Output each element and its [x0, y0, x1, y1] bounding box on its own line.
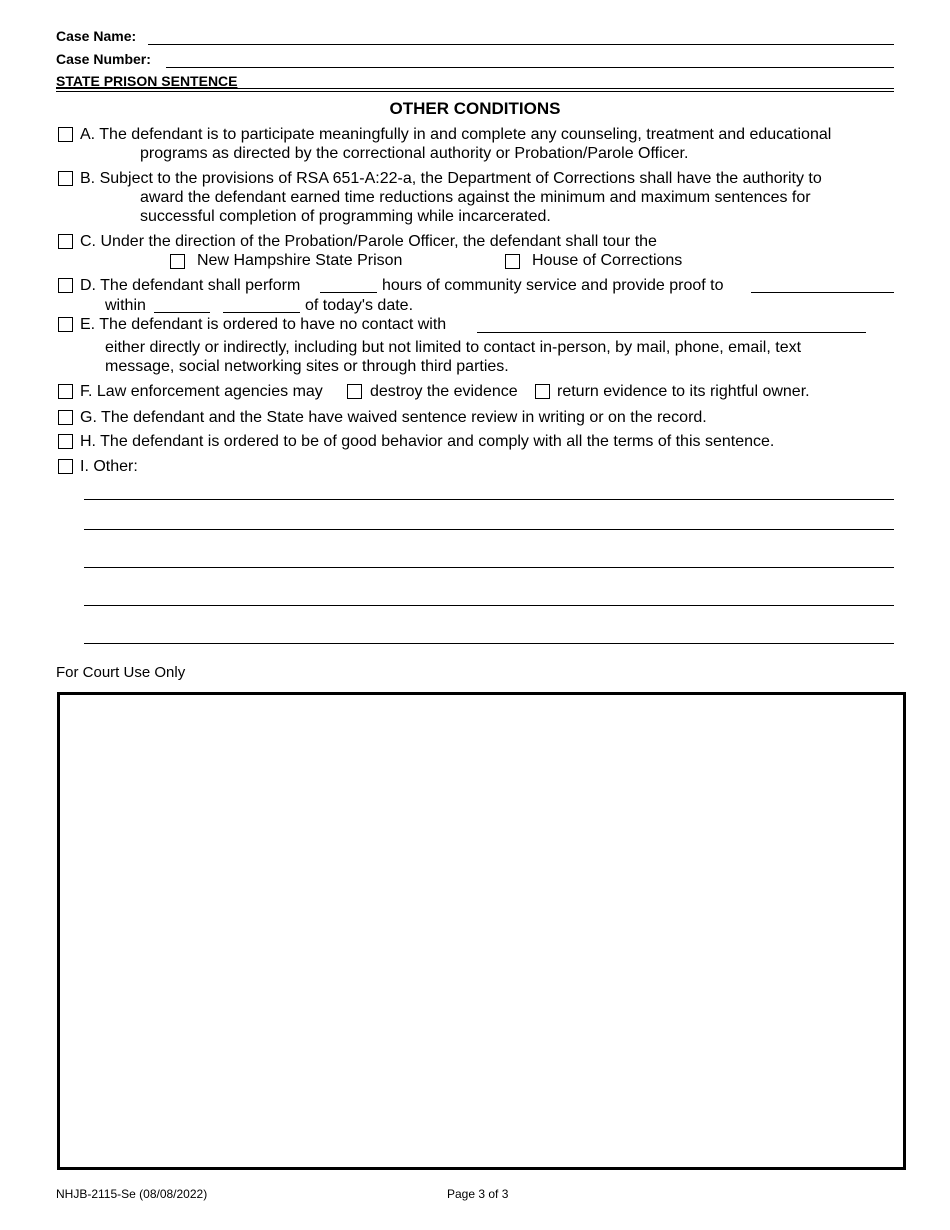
case-number-label: Case Number:: [56, 51, 151, 67]
page-number: Page 3 of 3: [447, 1187, 509, 1201]
condition-d-of-date: of today's date.: [305, 297, 414, 314]
condition-d-part1: D. The defendant shall perform: [80, 277, 301, 294]
condition-b-line3: successful completion of programming while incarcerated.: [140, 208, 551, 225]
condition-h-text: H. The defendant is ordered to be of good behavior and comply with all the terms of this sentence.: [80, 433, 775, 450]
condition-e-line1: E. The defendant is ordered to have no contact with: [80, 316, 447, 333]
court-use-box[interactable]: [57, 692, 906, 1170]
house-of-corrections-label: House of Corrections: [532, 252, 683, 269]
case-name-field[interactable]: [148, 44, 894, 45]
other-line-3[interactable]: [84, 567, 894, 568]
condition-e-line2: either directly or indirectly, including but not limited to contact in-person, by mail, phone, email, text: [105, 339, 802, 356]
other-line-1[interactable]: [84, 499, 894, 500]
condition-e-checkbox[interactable]: [58, 317, 73, 332]
other-line-2[interactable]: [84, 529, 894, 530]
condition-b-line2: award the defendant earned time reductions against the minimum and maximum sentences for: [140, 189, 811, 206]
other-line-4[interactable]: [84, 605, 894, 606]
within-unit-field[interactable]: [223, 312, 300, 313]
return-evidence-checkbox[interactable]: [535, 384, 550, 399]
nh-state-prison-label: New Hampshire State Prison: [197, 252, 403, 269]
sentence-type: STATE PRISON SENTENCE: [56, 73, 238, 89]
condition-a-line1: A. The defendant is to participate meaningfully in and complete any counseling, treatment and educational: [80, 126, 832, 143]
header-divider-bottom: [56, 91, 894, 92]
header-divider-top: [56, 88, 894, 89]
case-name-label: Case Name:: [56, 28, 137, 44]
nh-state-prison-checkbox[interactable]: [170, 254, 185, 269]
destroy-evidence-checkbox[interactable]: [347, 384, 362, 399]
condition-g-checkbox[interactable]: [58, 410, 73, 425]
within-number-field[interactable]: [154, 312, 210, 313]
community-hours-field[interactable]: [320, 292, 377, 293]
court-use-label: For Court Use Only: [56, 664, 186, 681]
condition-i-text: I. Other:: [80, 458, 138, 475]
condition-b-line1: B. Subject to the provisions of RSA 651-A:22-a, the Department of Corrections shall have the authority to: [80, 170, 822, 187]
condition-a-checkbox[interactable]: [58, 127, 73, 142]
section-title: OTHER CONDITIONS: [389, 99, 561, 118]
form-id: NHJB-2115-Se (08/08/2022): [56, 1187, 208, 1201]
condition-d-part2: hours of community service and provide proof to: [382, 277, 724, 294]
condition-f-checkbox[interactable]: [58, 384, 73, 399]
no-contact-name-field[interactable]: [477, 332, 866, 333]
condition-a-line2: programs as directed by the correctional authority or Probation/Parole Officer.: [140, 145, 689, 162]
condition-f-part1: F. Law enforcement agencies may: [80, 383, 323, 400]
condition-d-within: within: [105, 297, 146, 314]
condition-e-line3: message, social networking sites or through third parties.: [105, 358, 509, 375]
condition-d-checkbox[interactable]: [58, 278, 73, 293]
other-line-5[interactable]: [84, 643, 894, 644]
house-of-corrections-checkbox[interactable]: [505, 254, 520, 269]
condition-c-line1: C. Under the direction of the Probation/Parole Officer, the defendant shall tour the: [80, 233, 657, 250]
condition-c-checkbox[interactable]: [58, 234, 73, 249]
condition-i-checkbox[interactable]: [58, 459, 73, 474]
proof-recipient-field[interactable]: [751, 292, 894, 293]
condition-g-text: G. The defendant and the State have waived sentence review in writing or on the record.: [80, 409, 707, 426]
condition-f-part2: destroy the evidence: [370, 383, 518, 400]
condition-h-checkbox[interactable]: [58, 434, 73, 449]
condition-b-checkbox[interactable]: [58, 171, 73, 186]
case-number-field[interactable]: [166, 67, 894, 68]
condition-f-part3: return evidence to its rightful owner.: [557, 383, 810, 400]
